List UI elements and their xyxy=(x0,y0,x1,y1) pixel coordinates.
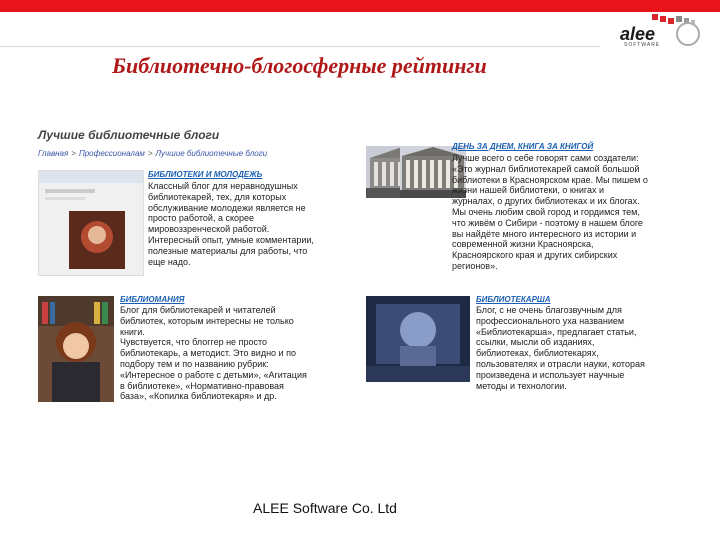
breadcrumb-home[interactable]: Главная xyxy=(38,149,69,158)
blog-description: Блог для библиотекарей и читателей библиотек, которым интересны не только книги. Чувствуется, что блоггер не просто библиотекарь, а методист. Это видно и по подбору тем и по названию рубрик: «Интересное о работе с детьми», «Агитация в библиотеке», «Нормативно-правовая база», «Копилка библиотекаря» и др. xyxy=(120,305,307,402)
logo-text: alee xyxy=(620,24,656,44)
logo-subtext: SOFTWARE xyxy=(624,42,661,48)
footer-company: ALEE Software Co. Ltd xyxy=(253,500,397,516)
blog-card-librarian xyxy=(366,292,696,410)
blog-thumbnail xyxy=(38,170,144,276)
blog-ratings-screenshot xyxy=(32,118,696,418)
blog-description: Классный блог для неравнодушных библиотекарей, тех, для которых обслуживание молодежи является не просто работой, а скорее мировоззренческой работой. Интересный опыт, умные комментарии, полезные материалы для работы, что еще надо. xyxy=(148,181,314,267)
blog-description: Лучше всего о себе говорят сами создатели: «Это журнал библиотекарей самой большой библиотеки в Красноярском крае. Мы пишем о жизни нашей библиотеки, о книгах и журналах, о других библиотеках и их блогах. Мы очень любим свой город и гордимся тем, что живём о Сибири - поэтому в нашем блоге вы найдёте много интересного из истории и современной жизни Красноярска, Красноярского края и других сибирских регионов». xyxy=(452,153,648,271)
breadcrumb-current: Лучшие библиотечные блоги xyxy=(155,149,268,158)
breadcrumb-separator: > xyxy=(71,149,76,158)
page-heading: Лучшие библиотечные блоги xyxy=(38,128,220,142)
blog-card-youth xyxy=(32,166,362,288)
blog-title-link[interactable]: БИБЛИОТЕКИ И МОЛОДЕЖЬ xyxy=(148,170,263,179)
blog-title-link[interactable]: БИБЛИОТЕКАРША xyxy=(476,295,551,304)
header-divider xyxy=(0,46,600,47)
slide-title: Библиотечно-блогосферные рейтинги xyxy=(112,53,487,78)
breadcrumb xyxy=(38,149,267,158)
blog-card-bibliomania xyxy=(32,292,362,410)
breadcrumb-professionals[interactable]: Профессионалам xyxy=(78,149,145,158)
blog-thumbnail xyxy=(366,296,470,382)
blog-title-link[interactable]: ДЕНЬ ЗА ДНЕМ, КНИГА ЗА КНИГОЙ xyxy=(452,142,594,151)
blog-description: Блог, с не очень благозвучным для профессионального уха названием «Библиотекарша», предлагает статьи, ссылки, мысли об изданиях, библиотеках, библиотекарях, пользователях и отрасли науки, которая произведена и использует научные методы и технологии. xyxy=(476,305,645,391)
breadcrumb-separator: > xyxy=(147,149,153,158)
alee-logo xyxy=(612,12,712,50)
top-red-bar xyxy=(0,0,720,12)
blog-title-link[interactable]: БИБЛИОМАНИЯ xyxy=(120,295,185,304)
blog-thumbnail xyxy=(38,296,114,402)
blog-card-day-by-day xyxy=(366,138,696,288)
